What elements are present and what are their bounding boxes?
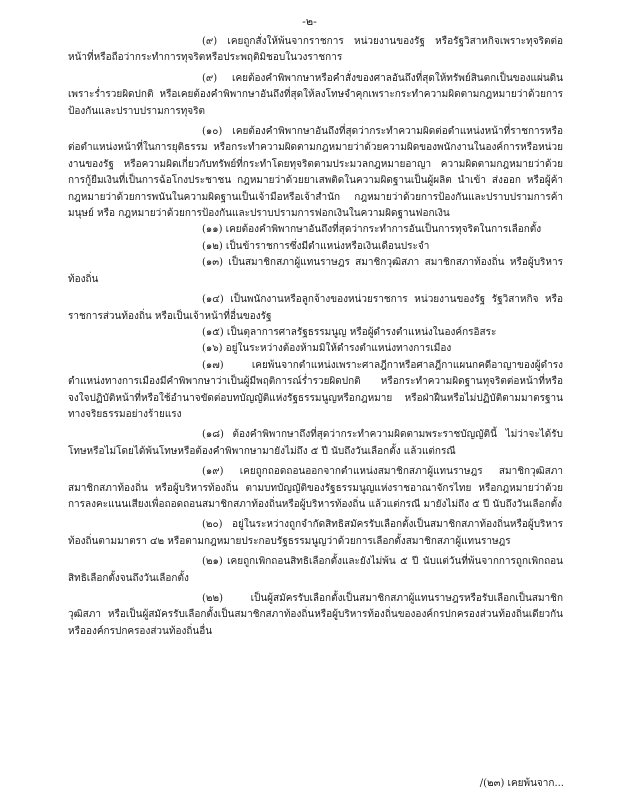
page-number: -๒- (302, 15, 317, 28)
clause-paragraph: (๑๑) เคยต้องคำพิพากษาอันถึงที่สุดว่ากระทำการอันเป็นการทุจริตในการเลือกตั้ง (202, 224, 542, 236)
clause-paragraph: (๑๖) อยู่ในระหว่างต้องห้ามมิให้ดำรงตำแหน่งทางการเมือง (202, 343, 452, 355)
clause-paragraph: (๒๑) เคยถูกเพิกถอนสิทธิเลือกตั้งและยังไม่พ้น ๕ ปี นับแต่วันที่พ้นจากการถูกเพิกถอนสิทธิเลือกตั้งจนถึงวันเลือกตั้ง (68, 556, 563, 584)
clause-paragraph: (๙) เคยถูกสั่งให้พ้นจากราชการ หน่วยงานของรัฐ หรือรัฐวิสาหกิจเพราะทุจริตต่อหน้าที่หรือถือว่ากระทำการทุจริตหรือประพฤติมิชอบในวงราชการ (68, 36, 563, 64)
clause-paragraph: (๑๓) เป็นสมาชิกสภาผู้แทนราษฎร สมาชิกวุฒิสภา สมาชิกสภาท้องถิ่น หรือผู้บริหารท้องถิ่น (68, 257, 563, 285)
continuation-note: /(๒๓) เคยพ้นจาก... (479, 778, 564, 789)
clause-paragraph: (๑๘) ต้องคำพิพากษาถึงที่สุดว่ากระทำความผิดตามพระราชบัญญัตินี้ ไม่ว่าจะได้รับโทษหรือไม่โดยได้พ้นโทษหรือต้องคำพิพากษามายังไม่ถึง ๕ ปี นับถึงวันเลือกตั้ง แล้วแต่กรณี (68, 429, 563, 457)
clause-paragraph: (๑๙) เคยถูกถอดถอนออกจากตำแหน่งสมาชิกสภาผู้แทนราษฎร สมาชิกวุฒิสภา สมาชิกสภาท้องถิ่น หรือผู้บริหารท้องถิ่น ตามบทบัญญัติของรัฐธรรมนูญแห่งราชอาณาจักรไทย หรือกฎหมายว่าด้วยการลงคะแนนเสียงเพื่อถอดถอนสมาชิกสภาท้องถิ่นหรือผู้บริหารท้องถิ่น แล้วแต่กรณี มายังไม่ถึง ๕ ปี นับถึงวันเลือกตั้ง (68, 466, 563, 510)
clause-paragraph: (๑๔) เป็นพนักงานหรือลูกจ้างของหน่วยราชการ หน่วยงานของรัฐ รัฐวิสาหกิจ หรือราชการส่วนท้องถิ่น หรือเป็นเจ้าหน้าที่อื่นของรัฐ (68, 294, 563, 322)
clause-paragraph: (๒๒) เป็นผู้สมัครรับเลือกตั้งเป็นสมาชิกสภาผู้แทนราษฎรหรือรับเลือกเป็นสมาชิกวุฒิสภา หรือเป็นผู้สมัครรับเลือกตั้งเป็นสมาชิกสภาท้องถิ่นหรือผู้บริหารท้องถิ่นขององค์กรปกครองส่วนท้องถิ่นเดียวกันหรือองค์กรปกครองส่วนท้องถิ่นอื่น (68, 593, 563, 637)
clause-paragraph: (๑๐) เคยต้องคำพิพากษาอันถึงที่สุดว่ากระทำความผิดต่อตำแหน่งหน้าที่ราชการหรือต่อตำแหน่งหน้าที่ในการยุติธรรม หรือกระทำความผิดตามกฎหมายว่าด้วยความผิดของพนักงานในองค์การหรือหน่วยงานของรัฐ หรือความผิดเกี่ยวกับทรัพย์ที่กระทำโดยทุจริตตามประมวลกฎหมายอาญา ความผิดตามกฎหมายว่าด้วยการกู้ยืมเงินที่เป็นการฉ้อโกงประชาชน กฎหมายว่าด้วยยาเสพติดในความผิดฐานเป็นผู้ผลิต นำเข้า ส่งออก หรือผู้ค้า กฎหมายว่าด้วยการพนันในความผิดฐานเป็นเจ้ามือหรือเจ้าสำนัก กฎหมายว่าด้วยการป้องกันและปราบปรามการค้ามนุษย์ หรือ กฎหมายว่าด้วยการป้องกันและปราบปรามการฟอกเงินในความผิดฐานฟอกเงิน (68, 126, 563, 220)
document-body (68, 34, 563, 640)
clause-paragraph: (๑๕) เป็นตุลาการศาลรัฐธรรมนูญ หรือผู้ดำรงตำแหน่งในองค์กรอิสระ (202, 326, 497, 338)
clause-paragraph: (๙) เคยต้องคำพิพากษาหรือคำสั่งของศาลอันถึงที่สุดให้ทรัพย์สินตกเป็นของแผ่นดินเพราะร่ำรวยผิดปกติ หรือเคยต้องคำพิพากษาอันถึงที่สุดให้ลงโทษจำคุกเพราะกระทำความผิดตามกฎหมายว่าด้วยการป้องกันและปราบปรามการทุจริต (68, 72, 563, 117)
clause-paragraph: (๑๗) เคยพ้นจากตำแหน่งเพราะศาลฎีกาหรือศาลฎีกาแผนกคดีอาญาของผู้ดำรงตำแหน่งทางการเมืองมีคำพิพากษาว่าเป็นผู้มีพฤติการณ์ร่ำรวยผิดปกติ หรือกระทำความผิดฐานทุจริตต่อหน้าที่หรือจงใจปฏิบัติหน้าที่หรือใช้อำนาจขัดต่อบทบัญญัติแห่งรัฐธรรมนูญหรือกฎหมาย หรือฝ่าฝืนหรือไม่ปฏิบัติตามมาตรฐานทางจริยธรรมอย่างร้ายแรง (68, 359, 563, 420)
clause-paragraph: (๑๒) เป็นข้าราชการซึ่งมีตำแหน่งหรือเงินเดือนประจำ (202, 240, 430, 252)
clause-paragraph: (๒๐) อยู่ในระหว่างถูกจำกัดสิทธิสมัครรับเลือกตั้งเป็นสมาชิกสภาท้องถิ่นหรือผู้บริหารท้องถิ่นตามมาตรา ๔๒ หรือตามกฎหมายประกอบรัฐธรรมนูญว่าด้วยการเลือกตั้งสมาชิกสภาผู้แทนราษฎร (68, 519, 563, 547)
